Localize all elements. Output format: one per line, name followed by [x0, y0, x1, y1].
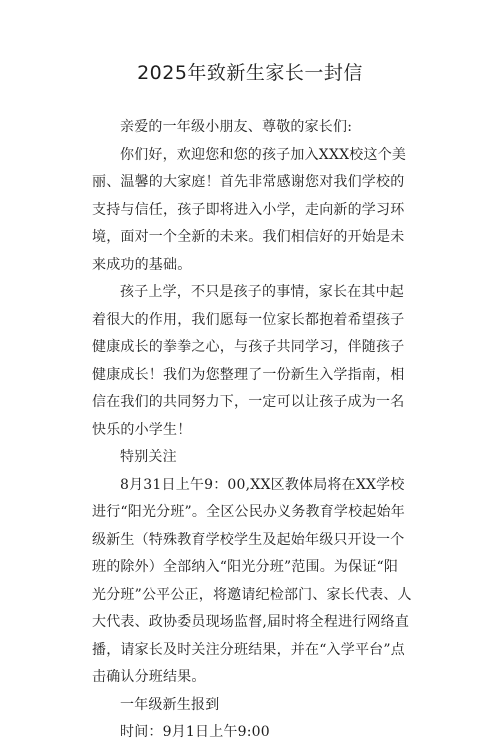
section-heading-special-attention: 特别关注 [120, 449, 177, 465]
document-title: 2025年致新生家长一封信 [137, 62, 363, 84]
registration-time: 时间：9月1日上午9:00 [120, 724, 270, 740]
section-heading-registration: 一年级新生报到 [120, 696, 220, 713]
paragraph-parent-role: 孩子上学，不只是孩子的事情，家长在其中起着很大的作用，我们愿每一位家长都抱着希望孩子健康成长的拳拳之心，与孩子共同学习，伴随孩子健康成长！我们为您整理了一份新生入学指南，相信在我们的共同努力下，一定可以让孩子成为一名快乐的小学生！ [92, 284, 405, 438]
letter-body [92, 114, 412, 747]
salutation: 亲爱的一年级小朋友、尊敬的家长们: [120, 119, 353, 135]
paragraph-sunshine-class-assignment: 8月31日上午9：00,XX区教体局将在XX学校进行“阳光分班”。全区公民办义务教育学校起始年级新生（特殊教育学校学生及起始年级只开设一个班的除外）全部纳入“阳光分班”范围。为保证“阳光分班”公平公正，将邀请纪检部门、家长代表、人大代表、政协委员现场监督,届时将全程进行网络直播，请家长及时关注分班结果，并在“入学平台”点击确认分班结果。 [92, 476, 412, 685]
paragraph-welcome: 你们好，欢迎您和您的孩子加入XXX校这个美丽、温馨的大家庭！首先非常感谢您对我们学校的支持与信任，孩子即将进入小学，走向新的学习环境，面对一个全新的未来。我们相信好的开始是未来成功的基础。 [92, 146, 407, 273]
